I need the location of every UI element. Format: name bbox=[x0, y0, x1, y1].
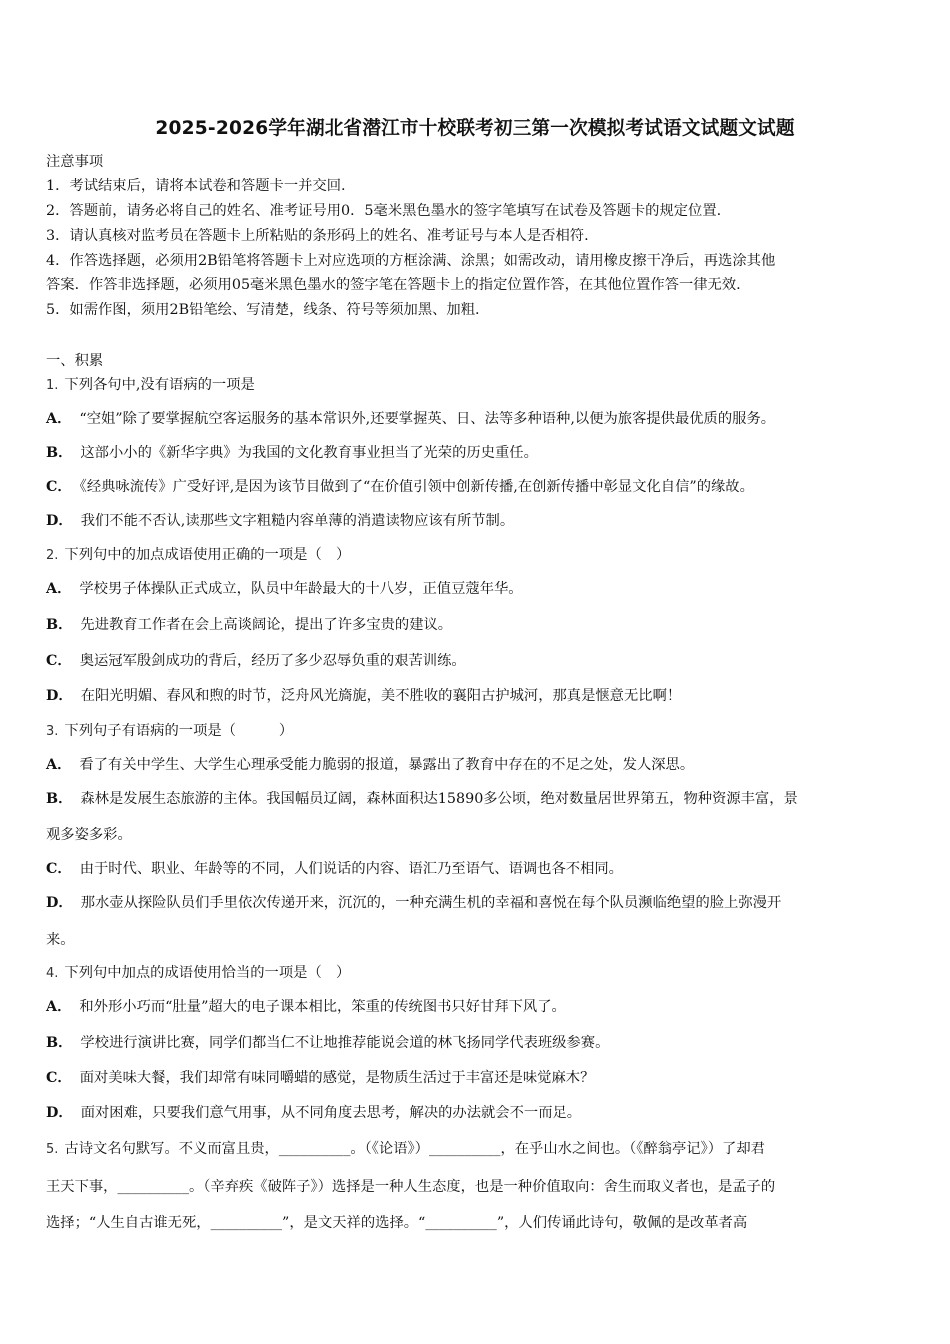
option-letter: B． bbox=[46, 617, 73, 633]
option-2b bbox=[46, 615, 452, 635]
option-text: 森林是发展生态旅游的主体。我国幅员辽阔，森林面积达15890多公顷，绝对数量居世界第五，物种资源丰富，景 bbox=[80, 791, 798, 807]
question-1 bbox=[46, 375, 255, 396]
option-letter: C． bbox=[46, 861, 72, 877]
option-text: 和外形小巧而“肚量”超大的电子课本相比，笨重的传统图书只好甘拜下风了。 bbox=[79, 999, 566, 1015]
question-number: 5. bbox=[46, 1142, 59, 1157]
notice-heading: 注意事项 bbox=[46, 154, 104, 170]
option-text: 学校进行演讲比赛，同学们都当仁不让地推荐能说会道的林飞扬同学代表班级参赛。 bbox=[80, 1035, 610, 1051]
question-2 bbox=[46, 545, 350, 566]
option-2a bbox=[46, 579, 523, 599]
option-text: 先进教育工作者在会上高谈阔论，提出了许多宝贵的建议。 bbox=[80, 617, 453, 633]
option-1c bbox=[46, 477, 754, 497]
option-text: 我们不能不否认,读那些文字粗糙内容单薄的消遣读物应该有所节制。 bbox=[80, 513, 515, 529]
question-stem: 下列各句中,没有语病的一项是 bbox=[64, 377, 255, 393]
option-2c bbox=[46, 651, 466, 671]
question-stem: 下列句子有语病的一项是（ ） bbox=[64, 723, 294, 739]
notice-item: 1．考试结束后，请将本试卷和答题卡一并交回. bbox=[46, 178, 346, 194]
option-4b bbox=[46, 1033, 609, 1053]
option-letter: D． bbox=[46, 1105, 73, 1121]
option-text: 这部小小的《新华字典》为我国的文化教育事业担当了光荣的历史重任。 bbox=[80, 445, 538, 461]
notice-item: 2．答题前，请务必将自己的姓名、准考证号用0．5毫米黑色墨水的签字笔填写在试卷及答题卡的规定位置. bbox=[46, 203, 722, 219]
option-3d-continued: 来。 bbox=[46, 932, 75, 948]
notice-item: 答案．作答非选择题，必须用05毫米黑色墨水的签字笔在答题卡上的指定位置作答，在其他位置作答一律无效. bbox=[46, 277, 741, 293]
option-letter: A． bbox=[46, 999, 72, 1015]
option-text: 由于时代、职业、年龄等的不同，人们说话的内容、语汇乃至语气、语调也各不相同。 bbox=[79, 861, 623, 877]
option-letter: B． bbox=[46, 445, 73, 461]
option-text: 奥运冠军殷剑成功的背后，经历了多少忍辱负重的艰苦训练。 bbox=[79, 653, 466, 669]
page-title: 2025-2026学年湖北省潜江市十校联考初三第一次模拟考试语文试题文试题 bbox=[155, 117, 795, 139]
option-4c bbox=[46, 1068, 594, 1088]
question-5-line-2: 王天下事，__________。（辛弃疾《破阵子》）选择是一种人生态度，也是一种价值取向：舍生而取义者也，是孟子的 bbox=[46, 1179, 776, 1195]
option-text: 面对困难，只要我们意气用事，从不同角度去思考，解决的办法就会不一而足。 bbox=[80, 1105, 582, 1121]
question-4 bbox=[46, 963, 350, 984]
option-letter: A． bbox=[46, 581, 72, 597]
notice-item: 4．作答选择题，必须用2B铅笔将答题卡上对应选项的方框涂满、涂黑；如需改动，请用橡皮擦干净后，再选涂其他 bbox=[46, 253, 776, 269]
option-4a bbox=[46, 997, 566, 1017]
option-text: 《经典咏流传》广受好评,是因为该节目做到了“在价值引领中创新传播,在创新传播中彰显文化自信”的缘故。 bbox=[79, 479, 754, 495]
option-3c bbox=[46, 859, 623, 879]
option-text: 在阳光明媚、春风和煦的时节，泛舟风光旖旎，美不胜收的襄阳古护城河，那真是惬意无比啊！ bbox=[80, 688, 682, 704]
option-letter: C． bbox=[46, 479, 72, 495]
question-text: 古诗文名句默写。不义而富且贵，__________。（《论语》）__________，在乎山水之间也。（《醉翁亭记》）了却君 bbox=[64, 1141, 765, 1157]
option-letter: D． bbox=[46, 895, 73, 911]
notice-item: 5．如需作图，须用2B铅笔绘、写清楚，线条、符号等须加黑、加粗. bbox=[46, 302, 480, 318]
option-3b bbox=[46, 789, 798, 809]
option-1d bbox=[46, 511, 514, 531]
question-5 bbox=[46, 1139, 765, 1160]
option-letter: D． bbox=[46, 513, 73, 529]
question-number: 2. bbox=[46, 548, 59, 563]
question-3 bbox=[46, 721, 293, 742]
option-text: 那水壶从探险队员们手里依次传递开来，沉沉的，一种充满生机的幸福和喜悦在每个队员濒临绝望的脸上弥漫开 bbox=[80, 895, 782, 911]
option-letter: B． bbox=[46, 1035, 73, 1051]
option-3d bbox=[46, 893, 781, 913]
question-number: 4. bbox=[46, 966, 59, 981]
notice-item: 3．请认真核对监考员在答题卡上所粘贴的条形码上的姓名、准考证号与本人是否相符. bbox=[46, 228, 589, 244]
option-letter: A． bbox=[46, 757, 72, 773]
question-5-line-3: 选择；“人生自古谁无死，__________”，是文天祥的选择。“__________”，人们传诵此诗句，敬佩的是改革者高 bbox=[46, 1215, 748, 1231]
option-letter: A． bbox=[46, 411, 72, 427]
option-2d bbox=[46, 686, 681, 706]
option-1a bbox=[46, 409, 775, 429]
question-stem: 下列句中加点的成语使用恰当的一项是（ ） bbox=[64, 965, 351, 981]
section-heading: 一、积累 bbox=[46, 353, 104, 369]
option-text: 看了有关中学生、大学生心理承受能力脆弱的报道，暴露出了教育中存在的不足之处，发人深思。 bbox=[79, 757, 695, 773]
question-number: 1. bbox=[46, 378, 59, 393]
option-1b bbox=[46, 443, 538, 463]
question-stem: 下列句中的加点成语使用正确的一项是（ ） bbox=[64, 547, 351, 563]
option-letter: C． bbox=[46, 1070, 72, 1086]
option-text: 面对美味大餐，我们却常有味同嚼蜡的感觉，是物质生活过于丰富还是味觉麻木？ bbox=[79, 1070, 595, 1086]
option-text: “空姐”除了要掌握航空客运服务的基本常识外,还要掌握英、日、法等多种语种,以便为旅客提供最优质的服务。 bbox=[79, 411, 776, 427]
option-3b-continued: 观多姿多彩。 bbox=[46, 827, 132, 843]
question-number: 3. bbox=[46, 724, 59, 739]
option-letter: B． bbox=[46, 791, 73, 807]
option-letter: D． bbox=[46, 688, 73, 704]
option-4d bbox=[46, 1103, 581, 1123]
option-3a bbox=[46, 755, 694, 775]
option-letter: C． bbox=[46, 653, 72, 669]
option-text: 学校男子体操队正式成立，队员中年龄最大的十八岁，正值豆蔻年华。 bbox=[79, 581, 523, 597]
